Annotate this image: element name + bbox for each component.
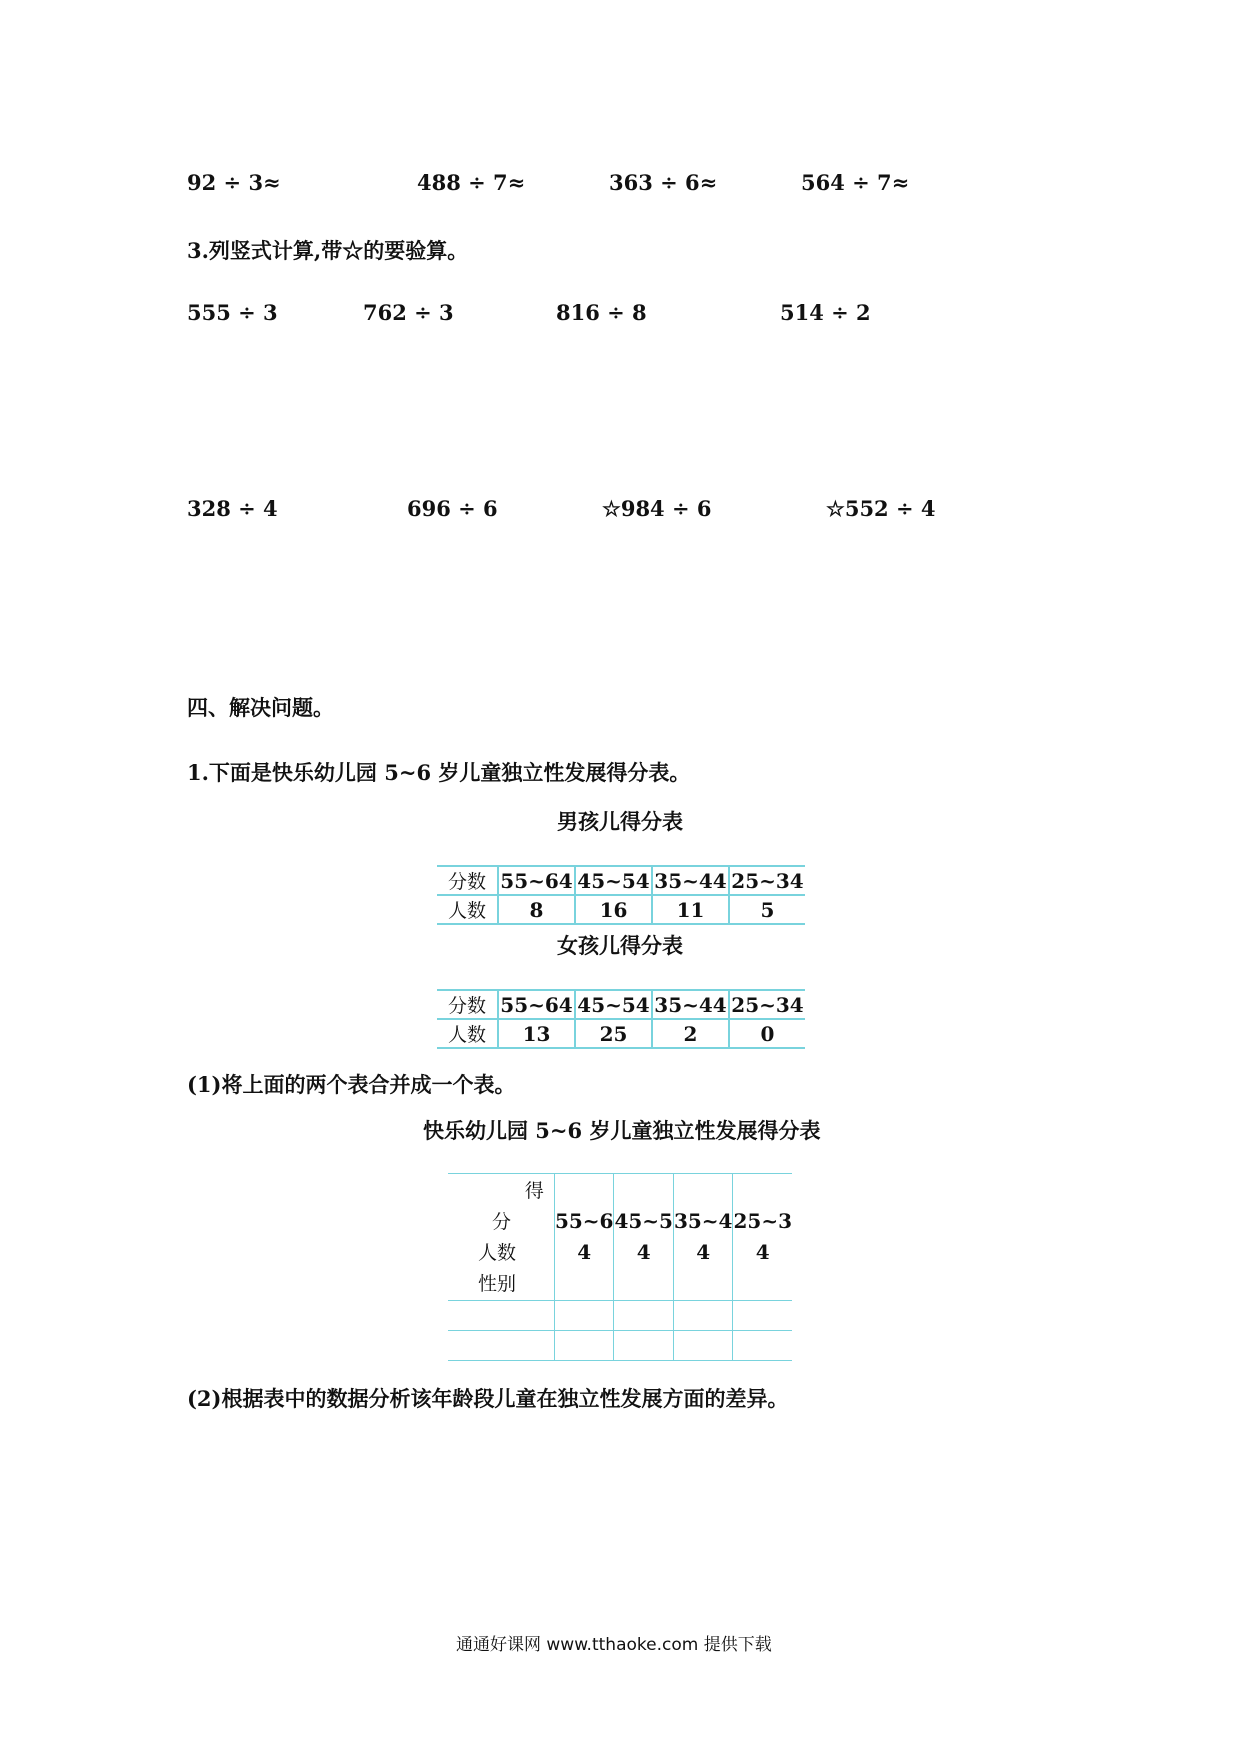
part1-text: (1)将上面的两个表合并成一个表。 bbox=[187, 1072, 516, 1097]
page-footer: 通通好课网 www.tthaoke.com 提供下载 bbox=[456, 1635, 772, 1655]
merged-score-table bbox=[448, 1173, 792, 1361]
merged-range-3 bbox=[673, 1174, 733, 1301]
merged-blank-cell[interactable] bbox=[614, 1301, 674, 1331]
merged-blank-cell[interactable] bbox=[554, 1301, 614, 1331]
merged-range-2-top: 45~5 bbox=[614, 1209, 673, 1233]
part2-text: (2)根据表中的数据分析该年龄段儿童在独立性发展方面的差异。 bbox=[187, 1386, 789, 1411]
q3-row2-item-1: 328 ÷ 4 bbox=[187, 496, 278, 521]
q3-row1-item-3: 816 ÷ 8 bbox=[556, 300, 647, 325]
girls-header-row bbox=[437, 990, 805, 1019]
girls-range-4: 25~34 bbox=[729, 990, 805, 1019]
q3-row2-item-4: ☆552 ÷ 4 bbox=[826, 496, 936, 521]
merged-blank-cell[interactable] bbox=[448, 1331, 554, 1361]
estimate-4: 564 ÷ 7≈ bbox=[801, 170, 910, 195]
merged-diagonal-cell bbox=[448, 1174, 554, 1301]
girls-row-label: 人数 bbox=[437, 1019, 498, 1048]
boys-row-label: 人数 bbox=[437, 895, 498, 924]
merged-range-2-bottom: 4 bbox=[636, 1240, 651, 1264]
q3-row2-item-3: ☆984 ÷ 6 bbox=[602, 496, 712, 521]
girls-count-1: 13 bbox=[498, 1019, 575, 1048]
boys-table-title: 男孩儿得分表 bbox=[557, 809, 683, 834]
merged-range-4 bbox=[733, 1174, 792, 1301]
boys-range-3: 35~44 bbox=[652, 866, 729, 895]
merged-blank-cell[interactable] bbox=[673, 1331, 733, 1361]
girls-count-2: 25 bbox=[575, 1019, 652, 1048]
merged-range-4-bottom: 4 bbox=[755, 1240, 770, 1264]
girls-count-row bbox=[437, 1019, 805, 1048]
merged-blank-cell[interactable] bbox=[733, 1301, 792, 1331]
girls-count-3: 2 bbox=[652, 1019, 729, 1048]
q3-row2-item-2: 696 ÷ 6 bbox=[407, 496, 498, 521]
girls-header-label: 分数 bbox=[437, 990, 498, 1019]
merged-blank-row-1 bbox=[448, 1301, 792, 1331]
boys-range-1: 55~64 bbox=[498, 866, 575, 895]
girls-count-4: 0 bbox=[729, 1019, 805, 1048]
boys-count-4: 5 bbox=[729, 895, 805, 924]
merged-range-2 bbox=[614, 1174, 674, 1301]
merged-table-title: 快乐幼儿园 5~6 岁儿童独立性发展得分表 bbox=[423, 1118, 821, 1143]
q3-row1-item-4: 514 ÷ 2 bbox=[780, 300, 871, 325]
diag-label-count: 人数 bbox=[478, 1242, 517, 1264]
boys-count-3: 11 bbox=[652, 895, 729, 924]
merged-blank-row-2 bbox=[448, 1331, 792, 1361]
q3-row1-item-1: 555 ÷ 3 bbox=[187, 300, 278, 325]
girls-range-1: 55~64 bbox=[498, 990, 575, 1019]
merged-range-1-top: 55~6 bbox=[554, 1209, 614, 1233]
section4-p1: 1.下面是快乐幼儿园 5~6 岁儿童独立性发展得分表。 bbox=[187, 760, 691, 785]
section4-title: 四、解决问题。 bbox=[187, 695, 334, 720]
diag-label-gender: 性别 bbox=[478, 1273, 517, 1295]
estimate-2: 488 ÷ 7≈ bbox=[417, 170, 526, 195]
merged-range-1-bottom: 4 bbox=[577, 1240, 592, 1264]
diag-label-score-2: 分 bbox=[492, 1211, 512, 1233]
boys-count-1: 8 bbox=[498, 895, 575, 924]
q3-row1-item-2: 762 ÷ 3 bbox=[363, 300, 454, 325]
merged-blank-cell[interactable] bbox=[448, 1301, 554, 1331]
boys-range-2: 45~54 bbox=[575, 866, 652, 895]
merged-range-4-top: 25~3 bbox=[733, 1209, 792, 1233]
boys-header-label: 分数 bbox=[437, 866, 498, 895]
girls-score-table bbox=[437, 989, 805, 1049]
girls-range-2: 45~54 bbox=[575, 990, 652, 1019]
merged-blank-cell[interactable] bbox=[554, 1331, 614, 1361]
girls-table-title: 女孩儿得分表 bbox=[557, 933, 683, 958]
boys-header-row bbox=[437, 866, 805, 895]
diag-label-score: 得 bbox=[524, 1180, 544, 1202]
boys-count-row bbox=[437, 895, 805, 924]
estimate-3: 363 ÷ 6≈ bbox=[609, 170, 718, 195]
girls-range-3: 35~44 bbox=[652, 990, 729, 1019]
boys-score-table bbox=[437, 865, 805, 925]
merged-header-row bbox=[448, 1174, 792, 1301]
boys-range-4: 25~34 bbox=[729, 866, 805, 895]
merged-range-3-bottom: 4 bbox=[696, 1240, 711, 1264]
q3-title: 3.列竖式计算,带☆的要验算。 bbox=[187, 238, 469, 263]
estimate-1: 92 ÷ 3≈ bbox=[187, 170, 281, 195]
merged-range-1 bbox=[554, 1174, 614, 1301]
merged-blank-cell[interactable] bbox=[614, 1331, 674, 1361]
merged-range-3-top: 35~4 bbox=[673, 1209, 733, 1233]
merged-blank-cell[interactable] bbox=[733, 1331, 792, 1361]
boys-count-2: 16 bbox=[575, 895, 652, 924]
merged-blank-cell[interactable] bbox=[673, 1301, 733, 1331]
